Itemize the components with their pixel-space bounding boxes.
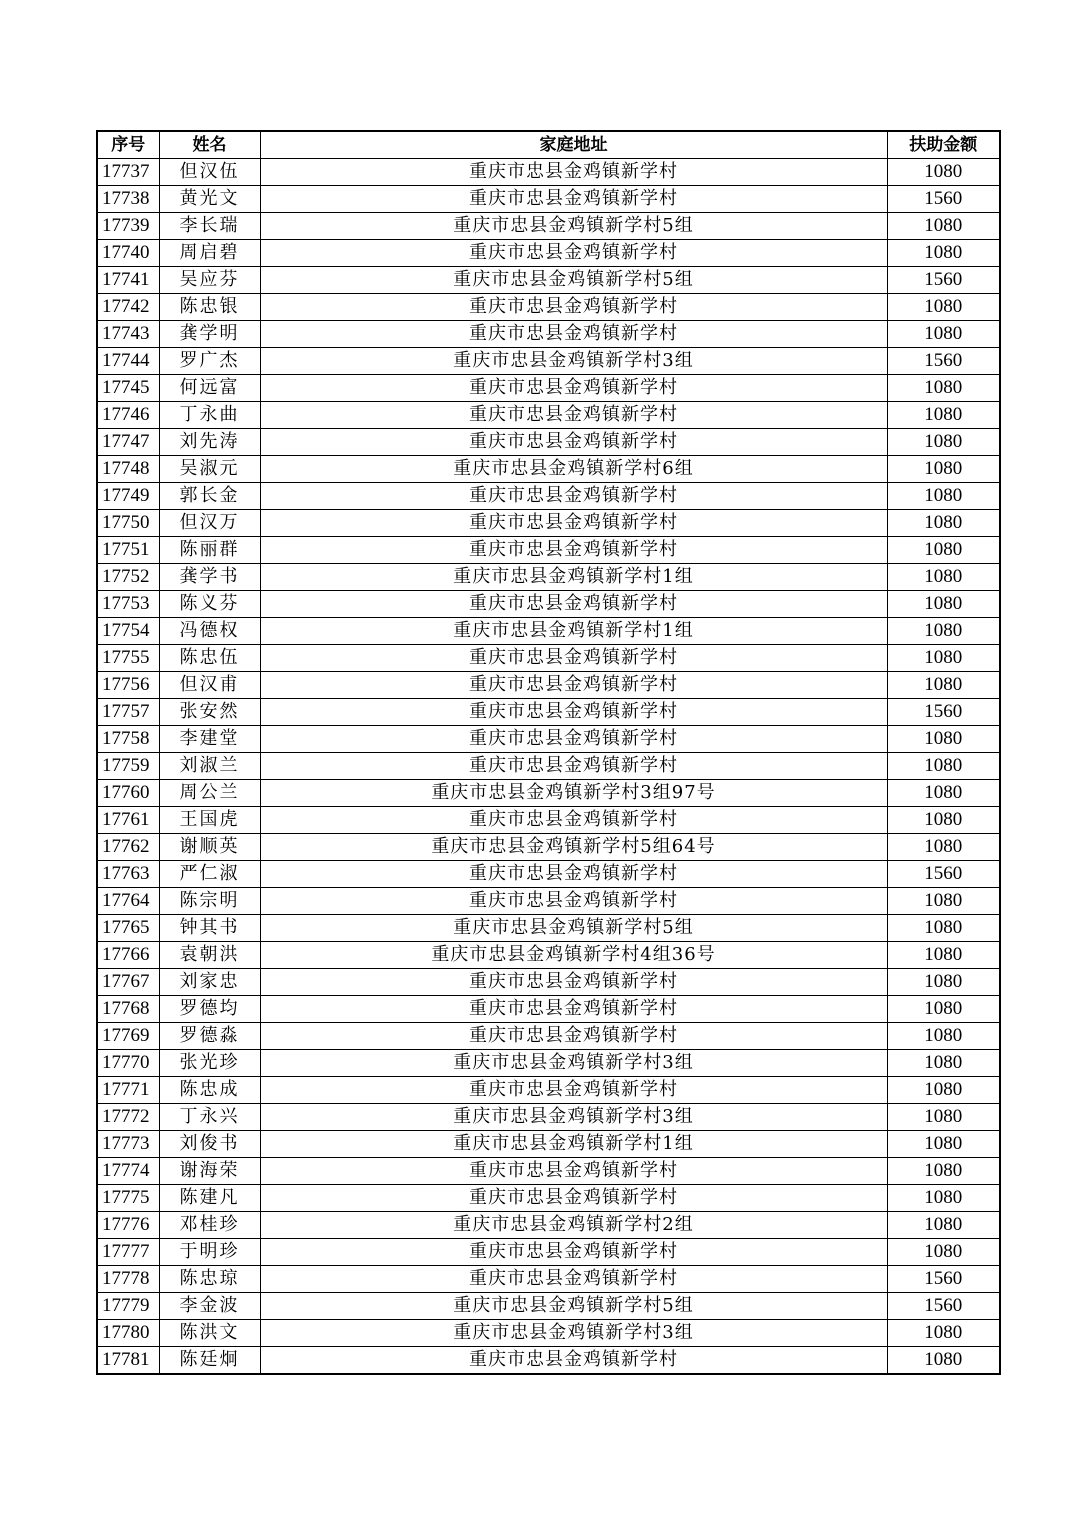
header-address: 家庭地址 bbox=[260, 131, 887, 159]
cell-name: 周启碧 bbox=[159, 240, 260, 267]
cell-name: 龚学明 bbox=[159, 321, 260, 348]
cell-serial-no: 17773 bbox=[97, 1131, 159, 1158]
table-row bbox=[97, 969, 1000, 996]
header-amount: 扶助金额 bbox=[887, 131, 1000, 159]
header-name: 姓名 bbox=[159, 131, 260, 159]
cell-address: 重庆市忠县金鸡镇新学村 bbox=[260, 591, 887, 618]
cell-name: 刘先涛 bbox=[159, 429, 260, 456]
cell-amount: 1080 bbox=[887, 1023, 1000, 1050]
table-row bbox=[97, 645, 1000, 672]
cell-serial-no: 17755 bbox=[97, 645, 159, 672]
cell-serial-no: 17737 bbox=[97, 159, 159, 186]
table-row bbox=[97, 807, 1000, 834]
cell-address: 重庆市忠县金鸡镇新学村 bbox=[260, 1077, 887, 1104]
cell-amount: 1080 bbox=[887, 456, 1000, 483]
table-row bbox=[97, 699, 1000, 726]
header-row bbox=[97, 131, 1000, 159]
cell-serial-no: 17762 bbox=[97, 834, 159, 861]
cell-amount: 1080 bbox=[887, 429, 1000, 456]
cell-serial-no: 17746 bbox=[97, 402, 159, 429]
cell-name: 陈忠银 bbox=[159, 294, 260, 321]
cell-name: 陈忠伍 bbox=[159, 645, 260, 672]
cell-address: 重庆市忠县金鸡镇新学村 bbox=[260, 1158, 887, 1185]
table-row bbox=[97, 915, 1000, 942]
cell-amount: 1080 bbox=[887, 969, 1000, 996]
table-row bbox=[97, 294, 1000, 321]
cell-address: 重庆市忠县金鸡镇新学村1组 bbox=[260, 564, 887, 591]
cell-address: 重庆市忠县金鸡镇新学村 bbox=[260, 861, 887, 888]
cell-name: 张光珍 bbox=[159, 1050, 260, 1077]
cell-serial-no: 17771 bbox=[97, 1077, 159, 1104]
cell-serial-no: 17741 bbox=[97, 267, 159, 294]
cell-name: 袁朝洪 bbox=[159, 942, 260, 969]
table-row bbox=[97, 267, 1000, 294]
cell-name: 陈廷炯 bbox=[159, 1347, 260, 1375]
cell-name: 于明珍 bbox=[159, 1239, 260, 1266]
cell-serial-no: 17745 bbox=[97, 375, 159, 402]
cell-serial-no: 17738 bbox=[97, 186, 159, 213]
cell-address: 重庆市忠县金鸡镇新学村 bbox=[260, 402, 887, 429]
cell-amount: 1080 bbox=[887, 1104, 1000, 1131]
cell-name: 陈洪文 bbox=[159, 1320, 260, 1347]
cell-amount: 1080 bbox=[887, 915, 1000, 942]
table-row bbox=[97, 537, 1000, 564]
cell-serial-no: 17743 bbox=[97, 321, 159, 348]
cell-name: 丁永曲 bbox=[159, 402, 260, 429]
cell-serial-no: 17763 bbox=[97, 861, 159, 888]
cell-serial-no: 17778 bbox=[97, 1266, 159, 1293]
cell-serial-no: 17774 bbox=[97, 1158, 159, 1185]
cell-name: 但汉伍 bbox=[159, 159, 260, 186]
cell-serial-no: 17764 bbox=[97, 888, 159, 915]
cell-address: 重庆市忠县金鸡镇新学村5组 bbox=[260, 267, 887, 294]
cell-address: 重庆市忠县金鸡镇新学村5组 bbox=[260, 213, 887, 240]
cell-amount: 1080 bbox=[887, 402, 1000, 429]
cell-serial-no: 17777 bbox=[97, 1239, 159, 1266]
cell-address: 重庆市忠县金鸡镇新学村 bbox=[260, 996, 887, 1023]
cell-amount: 1560 bbox=[887, 186, 1000, 213]
cell-amount: 1080 bbox=[887, 294, 1000, 321]
cell-name: 罗德淼 bbox=[159, 1023, 260, 1050]
cell-address: 重庆市忠县金鸡镇新学村 bbox=[260, 537, 887, 564]
cell-amount: 1080 bbox=[887, 1320, 1000, 1347]
cell-amount: 1080 bbox=[887, 726, 1000, 753]
cell-amount: 1560 bbox=[887, 1266, 1000, 1293]
cell-amount: 1080 bbox=[887, 645, 1000, 672]
cell-address: 重庆市忠县金鸡镇新学村 bbox=[260, 1185, 887, 1212]
cell-address: 重庆市忠县金鸡镇新学村 bbox=[260, 429, 887, 456]
cell-amount: 1080 bbox=[887, 240, 1000, 267]
cell-serial-no: 17765 bbox=[97, 915, 159, 942]
cell-name: 严仁淑 bbox=[159, 861, 260, 888]
cell-amount: 1560 bbox=[887, 861, 1000, 888]
cell-address: 重庆市忠县金鸡镇新学村 bbox=[260, 969, 887, 996]
cell-amount: 1080 bbox=[887, 510, 1000, 537]
subsidy-table bbox=[96, 130, 1001, 1375]
cell-serial-no: 17758 bbox=[97, 726, 159, 753]
cell-serial-no: 17775 bbox=[97, 1185, 159, 1212]
cell-address: 重庆市忠县金鸡镇新学村 bbox=[260, 1347, 887, 1375]
cell-address: 重庆市忠县金鸡镇新学村1组 bbox=[260, 1131, 887, 1158]
cell-address: 重庆市忠县金鸡镇新学村 bbox=[260, 510, 887, 537]
cell-serial-no: 17747 bbox=[97, 429, 159, 456]
cell-name: 何远富 bbox=[159, 375, 260, 402]
cell-address: 重庆市忠县金鸡镇新学村6组 bbox=[260, 456, 887, 483]
cell-serial-no: 17770 bbox=[97, 1050, 159, 1077]
table-row bbox=[97, 1023, 1000, 1050]
cell-address: 重庆市忠县金鸡镇新学村 bbox=[260, 672, 887, 699]
cell-name: 陈忠成 bbox=[159, 1077, 260, 1104]
cell-amount: 1080 bbox=[887, 1239, 1000, 1266]
cell-amount: 1080 bbox=[887, 537, 1000, 564]
cell-name: 郭长金 bbox=[159, 483, 260, 510]
cell-serial-no: 17781 bbox=[97, 1347, 159, 1375]
table-row bbox=[97, 618, 1000, 645]
table-row bbox=[97, 213, 1000, 240]
cell-serial-no: 17744 bbox=[97, 348, 159, 375]
table-row bbox=[97, 591, 1000, 618]
cell-amount: 1080 bbox=[887, 375, 1000, 402]
table-row bbox=[97, 1131, 1000, 1158]
cell-serial-no: 17776 bbox=[97, 1212, 159, 1239]
table-row bbox=[97, 1266, 1000, 1293]
table-row bbox=[97, 861, 1000, 888]
cell-serial-no: 17766 bbox=[97, 942, 159, 969]
cell-amount: 1080 bbox=[887, 159, 1000, 186]
cell-serial-no: 17756 bbox=[97, 672, 159, 699]
table-row bbox=[97, 510, 1000, 537]
cell-name: 刘淑兰 bbox=[159, 753, 260, 780]
cell-amount: 1080 bbox=[887, 1185, 1000, 1212]
cell-amount: 1560 bbox=[887, 1293, 1000, 1320]
cell-name: 罗德均 bbox=[159, 996, 260, 1023]
cell-amount: 1080 bbox=[887, 672, 1000, 699]
cell-amount: 1080 bbox=[887, 753, 1000, 780]
cell-serial-no: 17757 bbox=[97, 699, 159, 726]
cell-name: 陈忠琼 bbox=[159, 1266, 260, 1293]
cell-serial-no: 17760 bbox=[97, 780, 159, 807]
cell-amount: 1080 bbox=[887, 1212, 1000, 1239]
cell-amount: 1560 bbox=[887, 348, 1000, 375]
table-row bbox=[97, 1212, 1000, 1239]
cell-amount: 1080 bbox=[887, 1077, 1000, 1104]
table-row bbox=[97, 483, 1000, 510]
cell-amount: 1080 bbox=[887, 942, 1000, 969]
cell-address: 重庆市忠县金鸡镇新学村5组 bbox=[260, 915, 887, 942]
cell-serial-no: 17748 bbox=[97, 456, 159, 483]
cell-address: 重庆市忠县金鸡镇新学村3组 bbox=[260, 348, 887, 375]
cell-serial-no: 17751 bbox=[97, 537, 159, 564]
cell-name: 丁永兴 bbox=[159, 1104, 260, 1131]
cell-address: 重庆市忠县金鸡镇新学村 bbox=[260, 807, 887, 834]
cell-name: 李金波 bbox=[159, 1293, 260, 1320]
cell-serial-no: 17767 bbox=[97, 969, 159, 996]
cell-address: 重庆市忠县金鸡镇新学村4组36号 bbox=[260, 942, 887, 969]
cell-name: 谢顺英 bbox=[159, 834, 260, 861]
cell-address: 重庆市忠县金鸡镇新学村 bbox=[260, 1023, 887, 1050]
cell-address: 重庆市忠县金鸡镇新学村 bbox=[260, 753, 887, 780]
cell-address: 重庆市忠县金鸡镇新学村 bbox=[260, 645, 887, 672]
cell-amount: 1080 bbox=[887, 1050, 1000, 1077]
table-row bbox=[97, 1104, 1000, 1131]
cell-name: 钟其书 bbox=[159, 915, 260, 942]
cell-serial-no: 17742 bbox=[97, 294, 159, 321]
table-row bbox=[97, 780, 1000, 807]
table-row bbox=[97, 888, 1000, 915]
table-row bbox=[97, 348, 1000, 375]
cell-address: 重庆市忠县金鸡镇新学村 bbox=[260, 1266, 887, 1293]
cell-serial-no: 17759 bbox=[97, 753, 159, 780]
table-row bbox=[97, 159, 1000, 186]
cell-address: 重庆市忠县金鸡镇新学村3组 bbox=[260, 1050, 887, 1077]
cell-address: 重庆市忠县金鸡镇新学村 bbox=[260, 321, 887, 348]
cell-serial-no: 17740 bbox=[97, 240, 159, 267]
table-row bbox=[97, 402, 1000, 429]
table-header bbox=[97, 131, 1000, 159]
cell-serial-no: 17753 bbox=[97, 591, 159, 618]
cell-name: 邓桂珍 bbox=[159, 1212, 260, 1239]
cell-name: 但汉万 bbox=[159, 510, 260, 537]
cell-amount: 1080 bbox=[887, 807, 1000, 834]
table-row bbox=[97, 753, 1000, 780]
cell-amount: 1080 bbox=[887, 1131, 1000, 1158]
cell-serial-no: 17739 bbox=[97, 213, 159, 240]
cell-address: 重庆市忠县金鸡镇新学村 bbox=[260, 294, 887, 321]
cell-name: 周公兰 bbox=[159, 780, 260, 807]
cell-address: 重庆市忠县金鸡镇新学村3组 bbox=[260, 1104, 887, 1131]
table-row bbox=[97, 1050, 1000, 1077]
cell-name: 李建堂 bbox=[159, 726, 260, 753]
table-row bbox=[97, 942, 1000, 969]
cell-address: 重庆市忠县金鸡镇新学村 bbox=[260, 888, 887, 915]
cell-amount: 1080 bbox=[887, 780, 1000, 807]
cell-name: 张安然 bbox=[159, 699, 260, 726]
cell-name: 黄光文 bbox=[159, 186, 260, 213]
cell-address: 重庆市忠县金鸡镇新学村3组97号 bbox=[260, 780, 887, 807]
table-row bbox=[97, 186, 1000, 213]
cell-address: 重庆市忠县金鸡镇新学村1组 bbox=[260, 618, 887, 645]
cell-name: 陈宗明 bbox=[159, 888, 260, 915]
table-row bbox=[97, 429, 1000, 456]
cell-name: 刘俊书 bbox=[159, 1131, 260, 1158]
header-serial-no: 序号 bbox=[97, 131, 159, 159]
cell-amount: 1080 bbox=[887, 321, 1000, 348]
table-row bbox=[97, 1185, 1000, 1212]
table-row bbox=[97, 456, 1000, 483]
table-row bbox=[97, 564, 1000, 591]
cell-name: 罗广杰 bbox=[159, 348, 260, 375]
cell-amount: 1080 bbox=[887, 483, 1000, 510]
cell-address: 重庆市忠县金鸡镇新学村3组 bbox=[260, 1320, 887, 1347]
cell-name: 吴应芬 bbox=[159, 267, 260, 294]
cell-serial-no: 17780 bbox=[97, 1320, 159, 1347]
cell-amount: 1080 bbox=[887, 1158, 1000, 1185]
table-row bbox=[97, 726, 1000, 753]
cell-address: 重庆市忠县金鸡镇新学村 bbox=[260, 483, 887, 510]
cell-name: 谢海荣 bbox=[159, 1158, 260, 1185]
cell-name: 陈义芬 bbox=[159, 591, 260, 618]
cell-amount: 1560 bbox=[887, 699, 1000, 726]
cell-serial-no: 17772 bbox=[97, 1104, 159, 1131]
cell-serial-no: 17754 bbox=[97, 618, 159, 645]
cell-serial-no: 17768 bbox=[97, 996, 159, 1023]
table-row bbox=[97, 1293, 1000, 1320]
table-row bbox=[97, 1158, 1000, 1185]
cell-amount: 1080 bbox=[887, 996, 1000, 1023]
cell-name: 冯德权 bbox=[159, 618, 260, 645]
cell-amount: 1080 bbox=[887, 591, 1000, 618]
table-row bbox=[97, 1077, 1000, 1104]
cell-name: 陈丽群 bbox=[159, 537, 260, 564]
cell-amount: 1080 bbox=[887, 618, 1000, 645]
cell-name: 刘家忠 bbox=[159, 969, 260, 996]
cell-address: 重庆市忠县金鸡镇新学村 bbox=[260, 159, 887, 186]
cell-amount: 1080 bbox=[887, 1347, 1000, 1375]
cell-serial-no: 17761 bbox=[97, 807, 159, 834]
cell-name: 李长瑞 bbox=[159, 213, 260, 240]
cell-name: 但汉甫 bbox=[159, 672, 260, 699]
cell-amount: 1080 bbox=[887, 564, 1000, 591]
table-row bbox=[97, 375, 1000, 402]
cell-address: 重庆市忠县金鸡镇新学村2组 bbox=[260, 1212, 887, 1239]
table-row bbox=[97, 240, 1000, 267]
table-row bbox=[97, 996, 1000, 1023]
cell-serial-no: 17750 bbox=[97, 510, 159, 537]
table-row bbox=[97, 672, 1000, 699]
cell-serial-no: 17752 bbox=[97, 564, 159, 591]
cell-serial-no: 17779 bbox=[97, 1293, 159, 1320]
cell-address: 重庆市忠县金鸡镇新学村 bbox=[260, 726, 887, 753]
cell-serial-no: 17769 bbox=[97, 1023, 159, 1050]
cell-address: 重庆市忠县金鸡镇新学村 bbox=[260, 699, 887, 726]
cell-address: 重庆市忠县金鸡镇新学村 bbox=[260, 186, 887, 213]
table-row bbox=[97, 1347, 1000, 1375]
table-row bbox=[97, 1320, 1000, 1347]
cell-amount: 1560 bbox=[887, 267, 1000, 294]
table-row bbox=[97, 1239, 1000, 1266]
cell-name: 龚学书 bbox=[159, 564, 260, 591]
cell-name: 王国虎 bbox=[159, 807, 260, 834]
cell-address: 重庆市忠县金鸡镇新学村 bbox=[260, 1239, 887, 1266]
table-row bbox=[97, 834, 1000, 861]
cell-address: 重庆市忠县金鸡镇新学村5组 bbox=[260, 1293, 887, 1320]
cell-address: 重庆市忠县金鸡镇新学村 bbox=[260, 375, 887, 402]
cell-name: 陈建凡 bbox=[159, 1185, 260, 1212]
cell-amount: 1080 bbox=[887, 213, 1000, 240]
cell-amount: 1080 bbox=[887, 888, 1000, 915]
cell-address: 重庆市忠县金鸡镇新学村5组64号 bbox=[260, 834, 887, 861]
cell-name: 吴淑元 bbox=[159, 456, 260, 483]
cell-amount: 1080 bbox=[887, 834, 1000, 861]
cell-address: 重庆市忠县金鸡镇新学村 bbox=[260, 240, 887, 267]
table-body bbox=[97, 159, 1000, 1375]
table-row bbox=[97, 321, 1000, 348]
cell-serial-no: 17749 bbox=[97, 483, 159, 510]
